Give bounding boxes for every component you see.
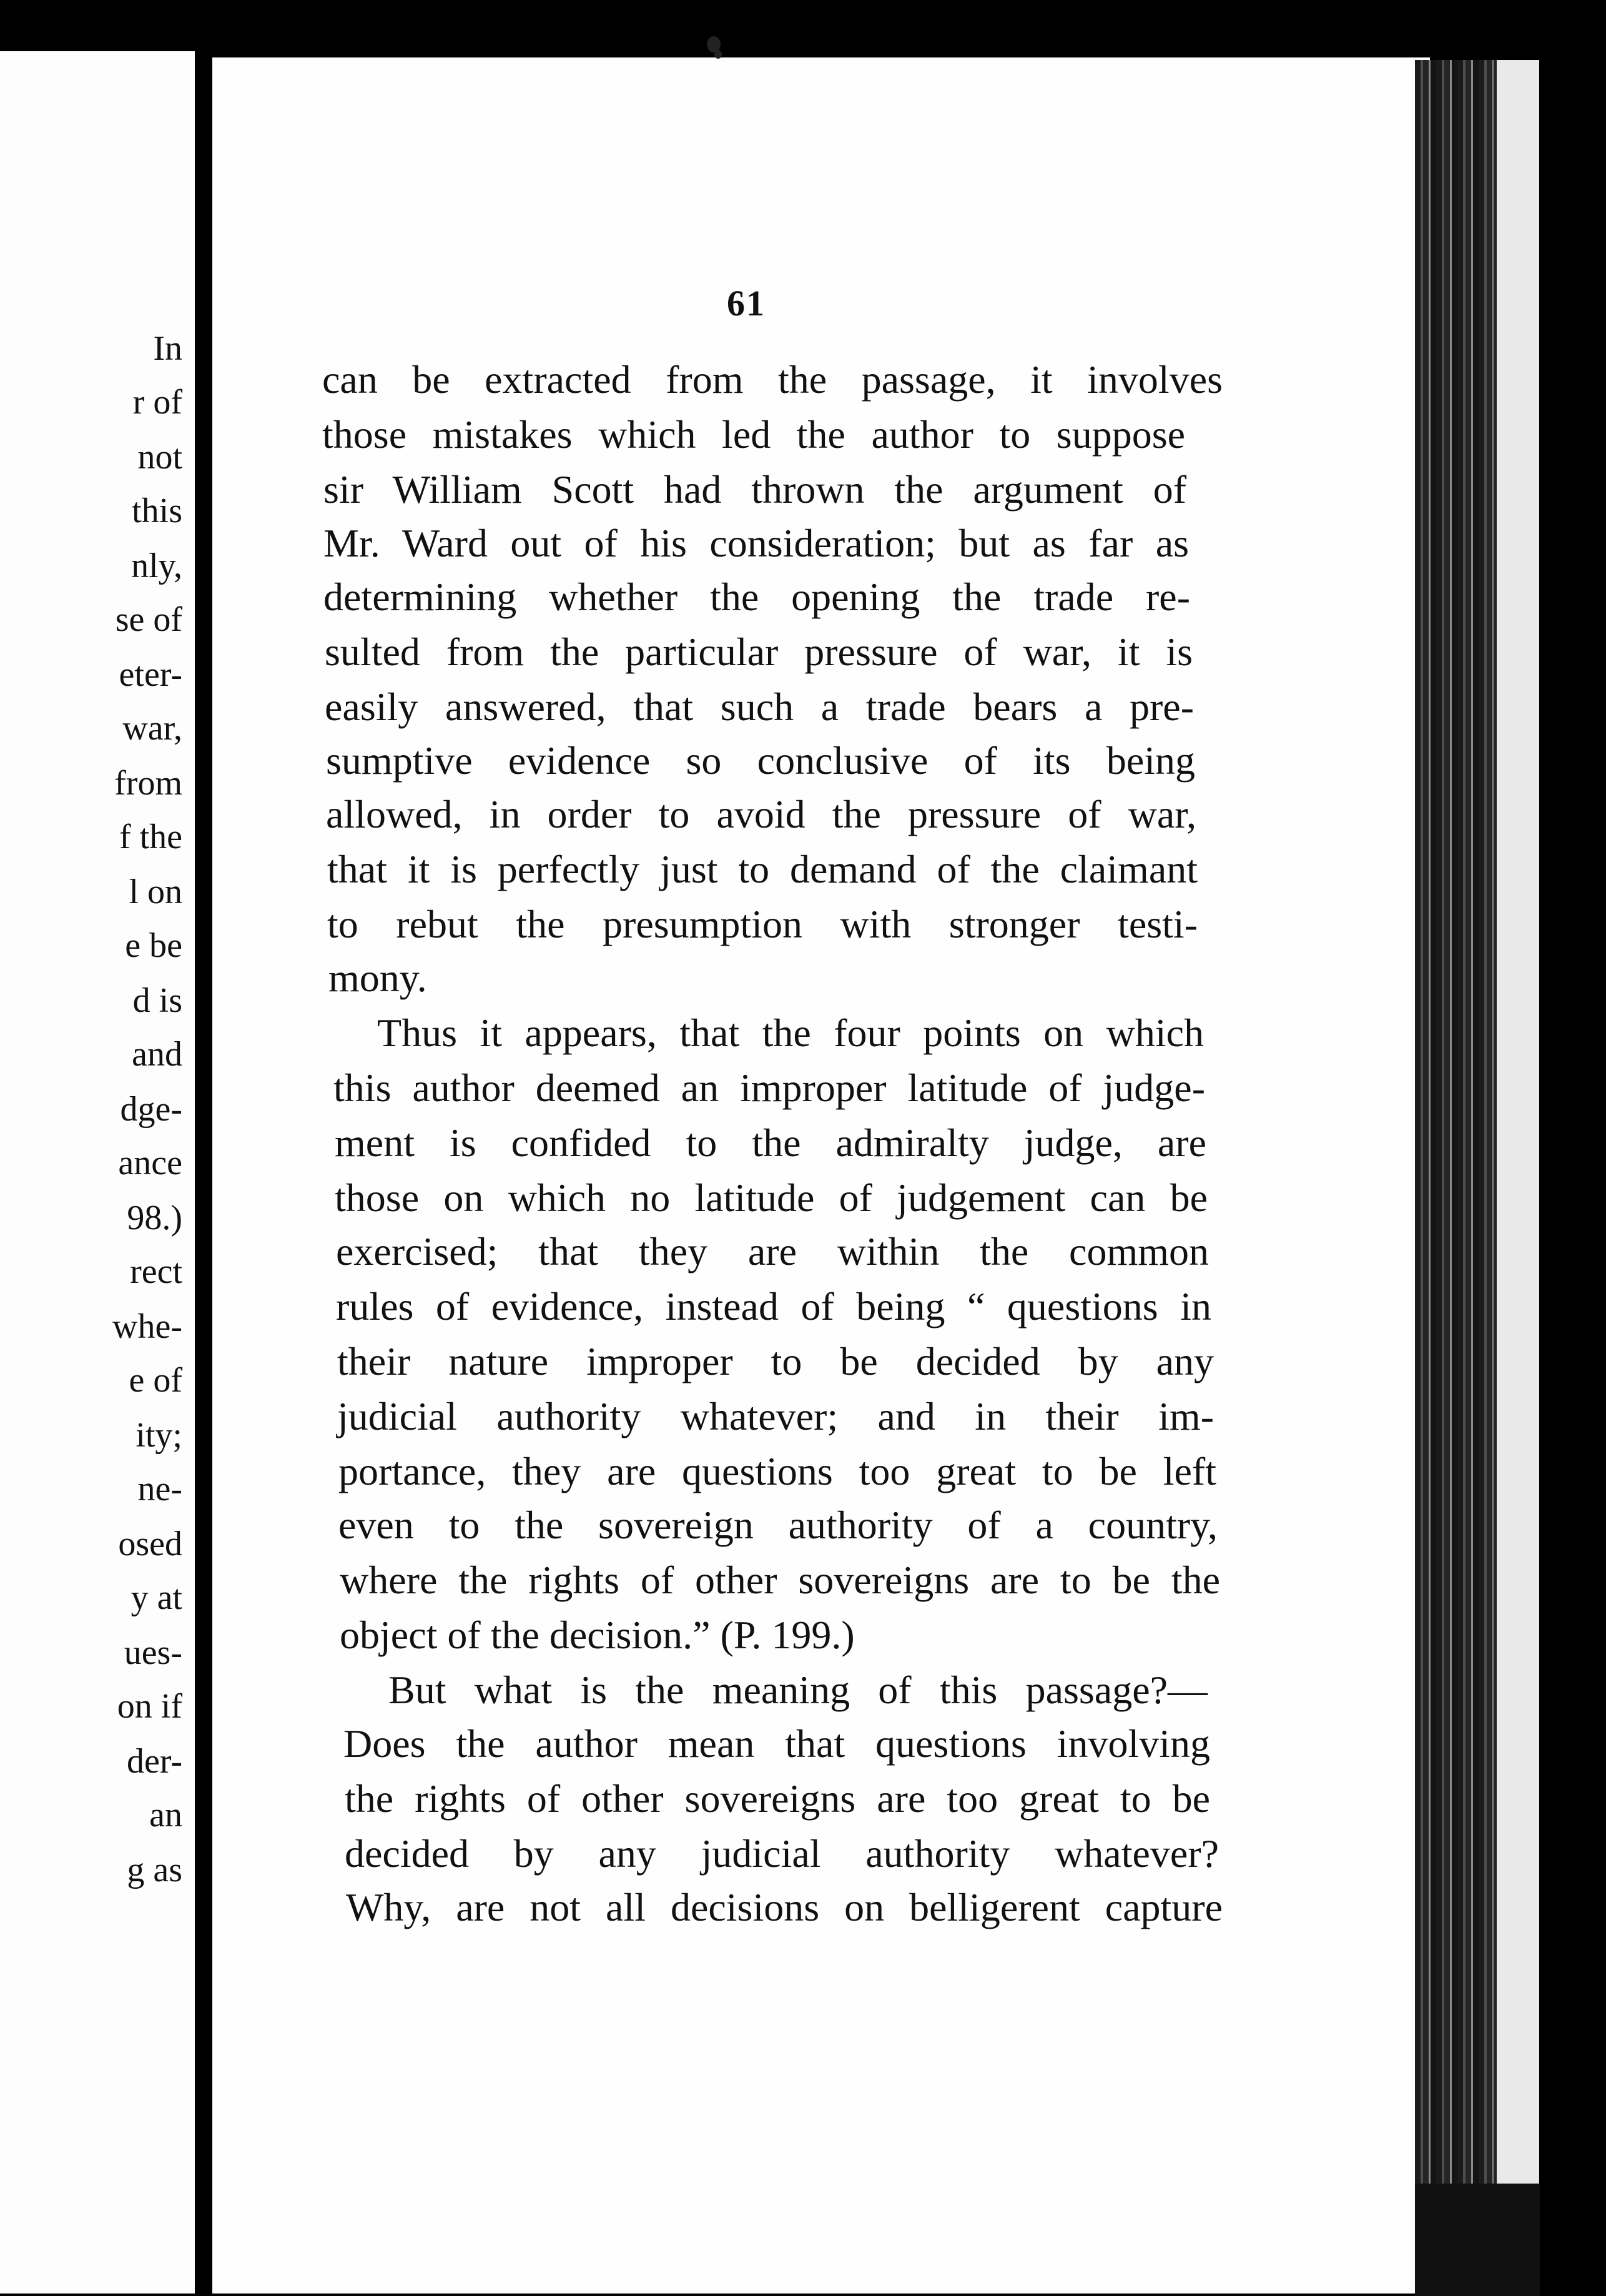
text-line: this author deemed an improper latitude of judge- [333, 1066, 1205, 1110]
left-page-line: from [114, 764, 182, 803]
scan-speck [714, 50, 722, 59]
left-page-line: dge- [120, 1090, 182, 1129]
left-page-line: ne- [137, 1470, 182, 1508]
left-page-line: and [132, 1035, 182, 1074]
left-page-line: ues- [124, 1633, 182, 1672]
text-line: Why, are not all decisions on belligerent capture [346, 1885, 1223, 1929]
left-page-line: e of [129, 1361, 182, 1400]
text-line: their nature improper to be decided by any [337, 1339, 1214, 1383]
text-line: sir William Scott had thrown the argument of [323, 467, 1186, 512]
left-page-line: this [132, 492, 182, 530]
left-page-line: d is [132, 981, 182, 1020]
left-page-line: r of [132, 383, 182, 422]
left-page-line: 98.) [127, 1199, 182, 1237]
left-page-line: not [137, 438, 182, 477]
text-line: can be extracted from the passage, it involves [322, 357, 1223, 402]
text-line: Does the author mean that questions involving [343, 1721, 1210, 1766]
left-page-line: on if [117, 1687, 182, 1726]
left-page-line: der- [126, 1742, 182, 1781]
text-line: exercised; that they are within the common [336, 1229, 1209, 1274]
left-page-line: an [149, 1796, 182, 1834]
text-line: rules of evidence, instead of being “ questions in [336, 1284, 1211, 1329]
page-number: 61 [727, 283, 766, 324]
left-page-line: g as [127, 1851, 182, 1889]
left-page-line: nly, [131, 547, 182, 585]
text-line: judicial authority whatever; and in their im- [337, 1394, 1214, 1438]
left-page-line: rect [130, 1252, 182, 1291]
left-page-line: se of [115, 600, 182, 639]
left-page-line: eter- [119, 655, 182, 694]
text-line: that it is perfectly just to demand of the claimant [327, 847, 1198, 891]
left-page-line: whe- [112, 1307, 182, 1346]
left-page-line: e be [125, 926, 182, 965]
left-page-line: ance [118, 1144, 182, 1182]
left-facing-page [0, 51, 195, 2294]
text-line: portance, they are questions too great to be left [338, 1449, 1216, 1493]
page-edges [1415, 60, 1500, 2184]
text-line: object of the decision.” (P. 199.) [340, 1613, 855, 1657]
text-line: determining whether the opening the trade re- [323, 575, 1190, 619]
page-edge-bottom [1415, 2184, 1540, 2296]
text-line: sulted from the particular pressure of war, it is [325, 630, 1193, 674]
text-line: allowed, in order to avoid the pressure of war, [326, 792, 1196, 836]
text-line: to rebut the presumption with stronger testi- [327, 902, 1198, 946]
text-line: those mistakes which led the author to suppose [322, 412, 1185, 457]
text-line: decided by any judicial authority whatever? [345, 1831, 1219, 1876]
left-page-line: f the [119, 818, 182, 856]
left-page-line: l on [129, 873, 182, 911]
text-line: sumptive evidence so conclusive of its being [326, 738, 1195, 783]
text-line: mony. [328, 956, 427, 1000]
left-page-line: ity; [135, 1416, 182, 1455]
text-line: ment is confided to the admiralty judge, are [335, 1121, 1206, 1165]
text-line: even to the sovereign authority of a country, [338, 1503, 1218, 1547]
left-page-line: In [153, 329, 182, 368]
text-line: Mr. Ward out of his consideration; but as far as [323, 521, 1189, 565]
page-edge-margin [1494, 60, 1539, 2184]
left-page-line: osed [118, 1525, 182, 1563]
left-page-line: y at [131, 1578, 182, 1617]
text-line: easily answered, that such a trade bears a pre- [325, 685, 1194, 729]
text-line: those on which no latitude of judgement can be [335, 1175, 1208, 1220]
text-line: where the rights of other sovereigns are to be the [340, 1558, 1220, 1602]
left-page-line: war, [122, 709, 182, 748]
text-line: But what is the meaning of this passage?— [388, 1668, 1208, 1712]
text-line: Thus it appears, that the four points on which [377, 1011, 1204, 1055]
text-line: the rights of other sovereigns are too great to be [345, 1776, 1210, 1821]
